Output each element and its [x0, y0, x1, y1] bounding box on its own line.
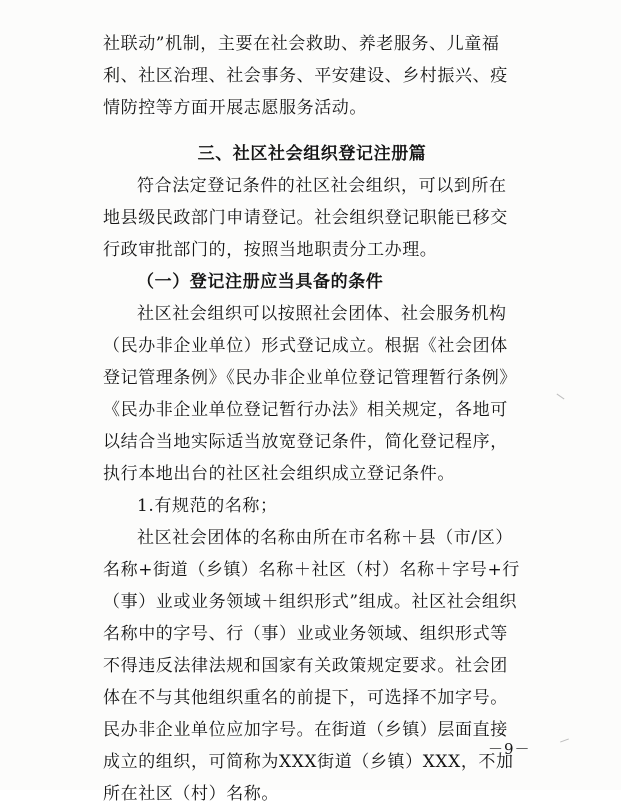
section-title: 三、社区社会组织登记注册篇: [197, 144, 427, 164]
subheading-conditions: （一）登记注册应当具备的条件: [137, 272, 384, 292]
paragraph-continuation: 社联动”机制，主要在社会救助、养老服务、儿童福利、社区治理、社会事务、平安建设、乡村振兴、疫情防控等方面开展志愿服务活动。: [103, 34, 508, 118]
document-body: [103, 28, 521, 810]
page-number: －9－: [488, 740, 531, 758]
scan-mark: [560, 738, 569, 742]
paragraph-forms: 社区社会组织可以按照社会团体、社会服务机构（民办非企业单位）形式登记成立。根据《社会团体登记管理条例》《民办非企业单位登记管理暂行条例》《民办非企业单位登记暂行办法》相关规定，各地可以结合当地实际适当放宽登记条件，简化登记程序，执行本地出台的社区社会组织成立登记条件。: [103, 304, 517, 484]
paragraph-registration: 符合法定登记条件的社区社会组织，可以到所在地县级民政部门申请登记。社会组织登记职能已移交行政审批部门的，按照当地职责分工办理。: [103, 176, 508, 260]
paragraph-naming-rules: 社区社会团体的名称由所在市名称＋县（市/区）名称+街道（乡镇）名称＋社区（村）名称＋字号+行（事）业或业务领域＋组织形式”组成。社区社会组织名称中的字号、行（事）业或业务领域、组织形式等不得违反法律法规和国家有关政策规定要求。社会团体在不与其他组织重名的前提下，可选择不加字号。民办非企业单位应加字号。在街道（乡镇）层面直接成立的组织，可简称为XXX街道（乡镇）XXX，不加所在社区（村）名称。: [103, 528, 520, 804]
list-item-name: 1.有规范的名称；: [137, 496, 278, 516]
scan-mark: [557, 394, 565, 400]
